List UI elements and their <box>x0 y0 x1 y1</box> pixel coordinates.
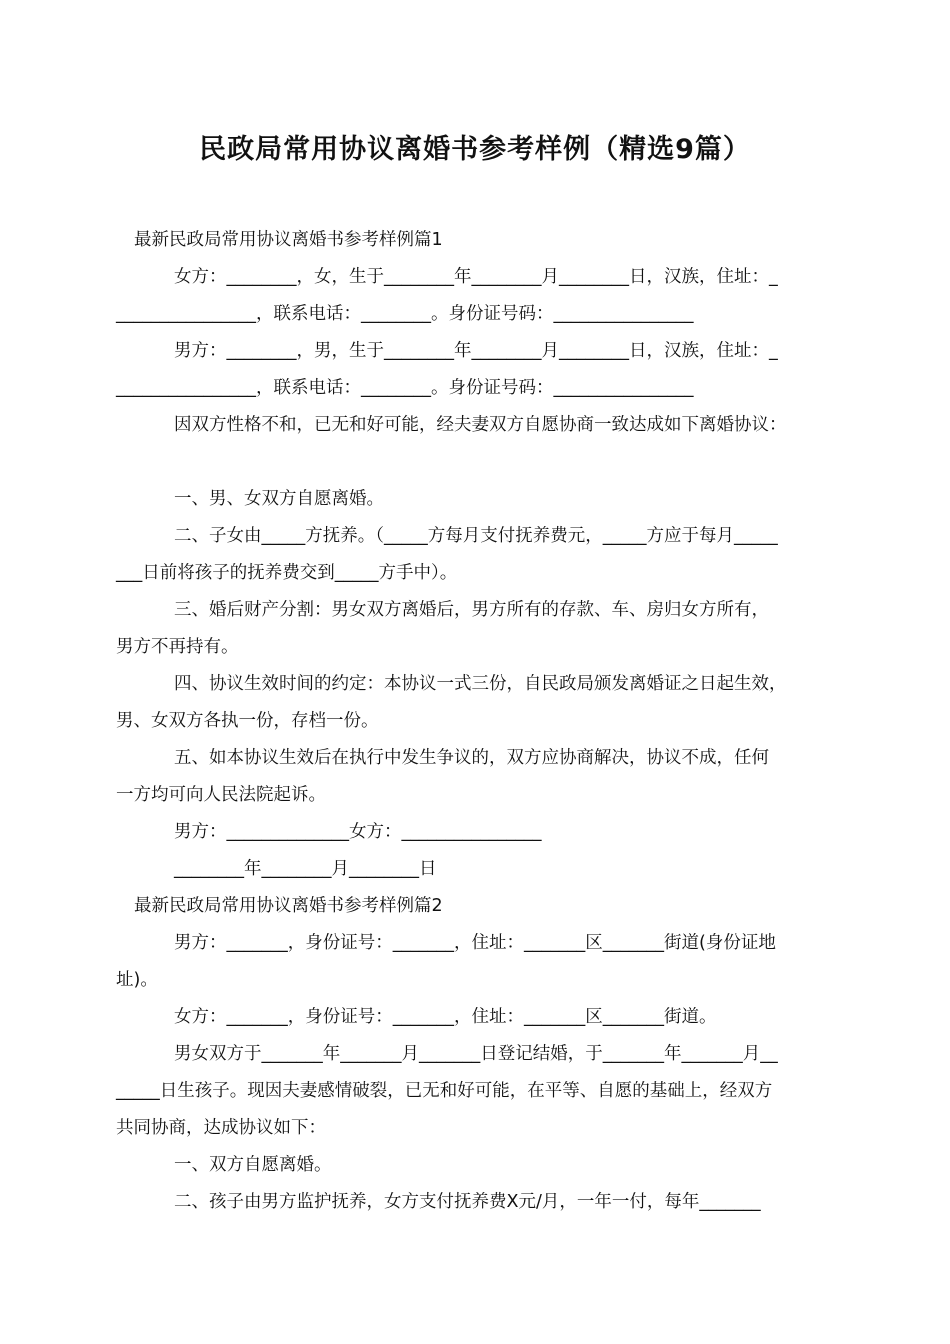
paragraph-line: 男方：_______，身份证号：_______，住址：_______区_______街道(身份证地 <box>174 933 776 953</box>
paragraph-line: ___日前将孩子的抚养费交到_____方手中）。 <box>116 563 458 583</box>
paragraph-line: 一、双方自愿离婚。 <box>174 1155 332 1175</box>
paragraph-line: 一方均可向人民法院起诉。 <box>116 785 326 805</box>
paragraph-line: ________________，联系电话：________。身份证号码：________________ <box>116 378 694 398</box>
paragraph-line: 男方：______________女方：________________ <box>174 822 542 842</box>
paragraph-line: 男方：________，男，生于________年________月________日，汉族，住址：_ <box>174 341 778 361</box>
blank-line <box>116 444 840 481</box>
paragraph-line: 男、女双方各执一份，存档一份。 <box>116 711 379 731</box>
section-heading: 最新民政局常用协议离婚书参考样例篇1 <box>134 230 443 250</box>
paragraph-line: ________年________月________日 <box>174 859 437 879</box>
paragraph-line: 女方：_______，身份证号：_______，住址：_______区_______街道。 <box>174 1007 717 1027</box>
paragraph-line: 址)。 <box>116 970 158 990</box>
paragraph-line: ________________，联系电话：________。身份证号码：________________ <box>116 304 694 324</box>
paragraph-line: 共同协商，达成协议如下： <box>116 1118 326 1138</box>
paragraph-line: 女方：________，女，生于________年________月________日，汉族，住址：_ <box>174 267 778 287</box>
section-heading: 最新民政局常用协议离婚书参考样例篇2 <box>134 896 443 916</box>
paragraph-line: 二、子女由_____方抚养。（_____方每月支付抚养费元，_____方应于每月_____ <box>174 526 778 546</box>
paragraph-line: 四、协议生效时间的约定：本协议一式三份，自民政局颁发离婚证之日起生效， <box>174 674 787 694</box>
paragraph-line: 男女双方于_______年_______月_______日登记结婚，于_______年_______月__ <box>174 1044 778 1064</box>
paragraph-line: 五、如本协议生效后在执行中发生争议的，双方应协商解决，协议不成，任何 <box>174 748 769 768</box>
paragraph-line: 一、男、女双方自愿离婚。 <box>174 489 384 509</box>
paragraph-line: _____日生孩子。现因夫妻感情破裂，已无和好可能，在平等、自愿的基础上，经双方 <box>116 1081 773 1101</box>
paragraph-line: 二、孩子由男方监护抚养，女方支付抚养费X元/月，一年一付，每年_______ <box>174 1192 761 1212</box>
paragraph-line: 三、婚后财产分割：男女双方离婚后，男方所有的存款、车、房归女方所有， <box>174 600 769 620</box>
paragraph-line: 男方不再持有。 <box>116 637 239 657</box>
paragraph-line: 因双方性格不和，已无和好可能，经夫妻双方自愿协商一致达成如下离婚协议： <box>174 415 787 435</box>
document-body <box>116 222 840 1221</box>
document-title: 民政局常用协议离婚书参考样例（精选9篇） <box>199 134 751 165</box>
